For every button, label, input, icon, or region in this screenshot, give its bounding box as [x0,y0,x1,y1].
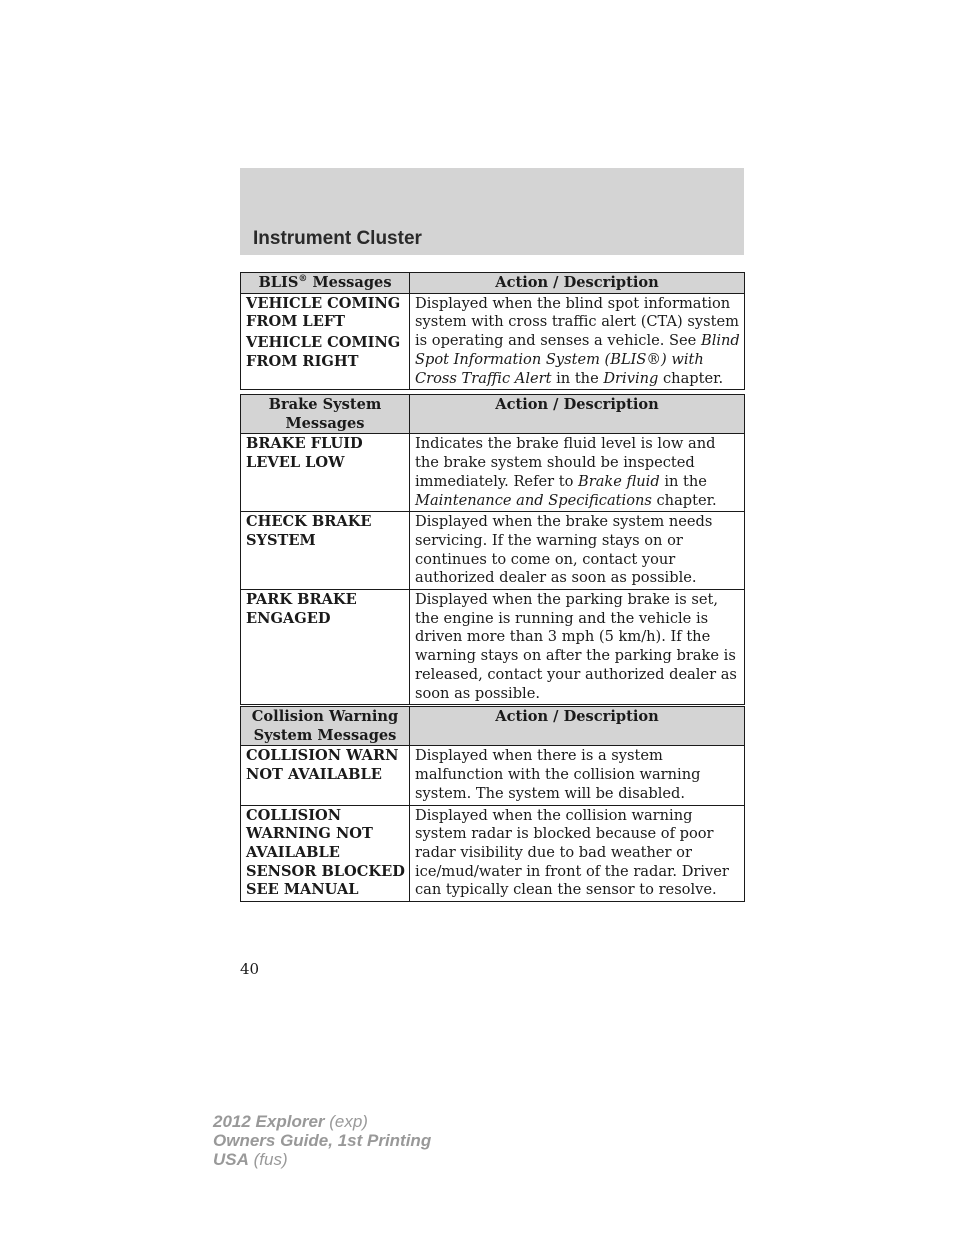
footer-line [213,1131,431,1150]
footer-model: 2012 Explorer [213,1112,325,1131]
registered-mark: ® [298,274,308,285]
chapter-reference: Maintenance and Specifications [415,491,652,509]
message-name: CHECK BRAKE SYSTEM [241,512,410,590]
collision-messages-table [240,706,745,902]
table-row [241,434,745,512]
column-header-messages [241,273,410,294]
message-name: PARK BRAKE ENGAGED [241,590,410,705]
description-cell: Displayed when the collision warning system radar is blocked because of poor radar visibility due to bad weather or ice/mud/water in front of the radar. Driver can typically clean the sensor to resolve. [410,805,745,902]
header-text: Messages [307,274,392,291]
table-row [241,805,745,902]
page-number: 40 [240,960,260,978]
description-cell: Displayed when there is a system malfunction with the collision warning system. The system will be disabled. [410,746,745,805]
message-cell [241,293,410,390]
footer-region: USA [213,1150,249,1169]
column-header-messages: Collision Warning System Messages [241,707,410,746]
footer-code: (exp) [324,1112,368,1131]
footer-code: (fus) [248,1150,288,1169]
column-header-messages: Brake System Messages [241,395,410,434]
footer-line [213,1150,431,1169]
description-text: in the [659,472,707,490]
blis-messages-table [240,272,745,390]
brake-messages-table [240,394,745,705]
message-name: COLLISION WARNING NOT AVAILABLE SENSOR BLOCKED SEE MANUAL [241,805,410,902]
description-text: chapter. [658,369,724,387]
description-text: in the [551,369,604,387]
table-header-row [241,395,745,434]
message-name: COLLISION WARN NOT AVAILABLE [241,746,410,805]
column-header-action: Action / Description [410,707,745,746]
description-text: Indicates the brake fluid level is low and the brake system should be inspected immediately. Refer to [415,435,716,490]
footer-line [213,1112,431,1131]
description-cell: Displayed when the parking brake is set, the engine is running and the vehicle is driven more than 3 mph (5 km/h). If the warning stays on after the parking brake is released, contact your authorized dealer as soon as possible. [410,590,745,705]
column-header-action: Action / Description [410,273,745,294]
description-cell: Displayed when the brake system needs servicing. If the warning stays on or continues to come on, contact your authorized dealer as soon as possible. [410,512,745,590]
table-row [241,746,745,805]
description-cell [410,293,745,390]
footer-printing: Owners Guide, 1st Printing [213,1131,432,1150]
table-row [241,590,745,705]
message-name: BRAKE FLUID LEVEL LOW [241,434,410,512]
table-row [241,512,745,590]
cross-reference: Blind Spot Information System (BLIS®) with Cross Traffic Alert [415,332,740,387]
description-text: Displayed when the blind spot information system with cross traffic alert (CTA) system is operating and senses a vehicle. See [415,294,739,350]
document-footer [213,1112,431,1169]
cross-reference: Brake fluid [578,472,660,490]
chapter-reference: Driving [603,369,659,387]
header-text: BLIS [258,274,299,291]
description-text: chapter. [651,491,717,509]
section-header [240,168,744,255]
table-header-row [241,707,745,746]
column-header-action: Action / Description [410,395,745,434]
description-cell [410,434,745,512]
table-row [241,293,745,390]
section-title: Instrument Cluster [253,228,422,249]
table-header-row [241,273,745,294]
message-name: VEHICLE COMING FROM LEFT [246,294,401,331]
message-name: VEHICLE COMING FROM RIGHT [246,334,401,370]
